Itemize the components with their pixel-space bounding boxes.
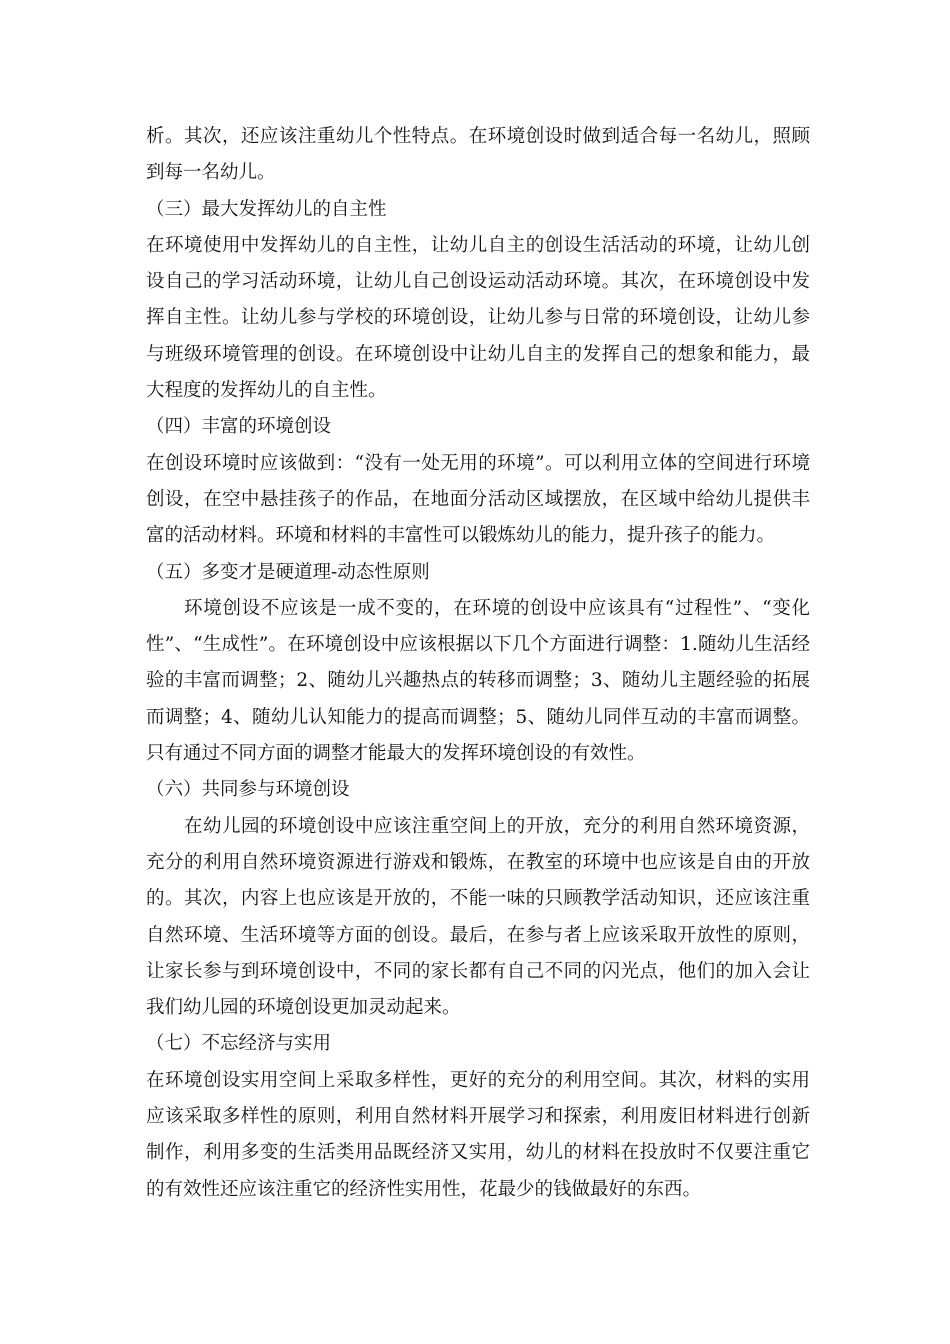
section-heading-4: （四）丰富的环境创设 [146, 416, 332, 438]
paragraph-rich-environment: 在创设环境时应该做到：“没有一处无用的环境”。可以利用立体的空间进行环境创设，在空中悬挂孩子的作品，在地面分活动区域摆放，在区域中给幼儿提供丰富的活动材料。环境和材料的丰富性可以锻炼幼儿的能力，提升孩子的能力。 [146, 452, 810, 547]
paragraph-economy-practicality: 在环境创设实用空间上采取多样性，更好的充分的利用空间。其次，材料的实用应该采取多样性的原则，利用自然材料开展学习和探索，利用废旧材料进行创新制作，利用多变的生活类用品既经济又实用，幼儿的材料在投放时不仅要注重它的有效性还应该注重它的经济性实用性，花最少的钱做最好的东西。 [146, 1069, 810, 1200]
section-heading-3: （三）最大发挥幼儿的自主性 [146, 198, 387, 220]
paragraph-autonomy: 在环境使用中发挥幼儿的自主性，让幼儿自主的创设生活活动的环境，让幼儿创设自己的学习活动环境，让幼儿自己创设运动活动环境。其次，在环境创设中发挥自主性。让幼儿参与学校的环境创设，让幼儿参与日常的环境创设，让幼儿参与班级环境管理的创设。在环境创设中让幼儿自主的发挥自己的想象和能力，最大程度的发挥幼儿的自主性。 [146, 234, 810, 402]
paragraph-dynamic-principle: 环境创设不应该是一成不变的，在环境的创设中应该具有“过程性”、“变化性”、“生成性”。在环境创设中应该根据以下几个方面进行调整：1.随幼儿生活经验的丰富而调整；2、随幼儿兴趣热点的转移而调整；3、随幼儿主题经验的拓展而调整；4、随幼儿认知能力的提高而调整；5、随幼儿同伴互动的丰富而调整。只有通过不同方面的调整才能最大的发挥环境创设的有效性。 [146, 597, 810, 765]
paragraph-joint-participation: 在幼儿园的环境创设中应该注重空间上的开放，充分的利用自然环境资源，充分的利用自然环境资源进行游戏和锻炼，在教室的环境中也应该是自由的开放的。其次，内容上也应该是开放的，不能一味的只顾教学活动知识，还应该注重自然环境、生活环境等方面的创设。最后，在参与者上应该采取开放性的原则，让家长参与到环境创设中，不同的家长都有自己不同的闪光点，他们的加入会让我们幼儿园的环境创设更加灵动起来。 [146, 815, 810, 1019]
section-heading-6: （六）共同参与环境创设 [146, 779, 350, 801]
section-heading-5: （五）多变才是硬道理-动态性原则 [146, 561, 430, 583]
section-heading-7: （七）不忘经济与实用 [146, 1033, 332, 1055]
document-body [146, 119, 810, 1208]
paragraph-continuation: 析。其次，还应该注重幼儿个性特点。在环境创设时做到适合每一名幼儿，照顾到每一名幼儿。 [146, 126, 810, 184]
